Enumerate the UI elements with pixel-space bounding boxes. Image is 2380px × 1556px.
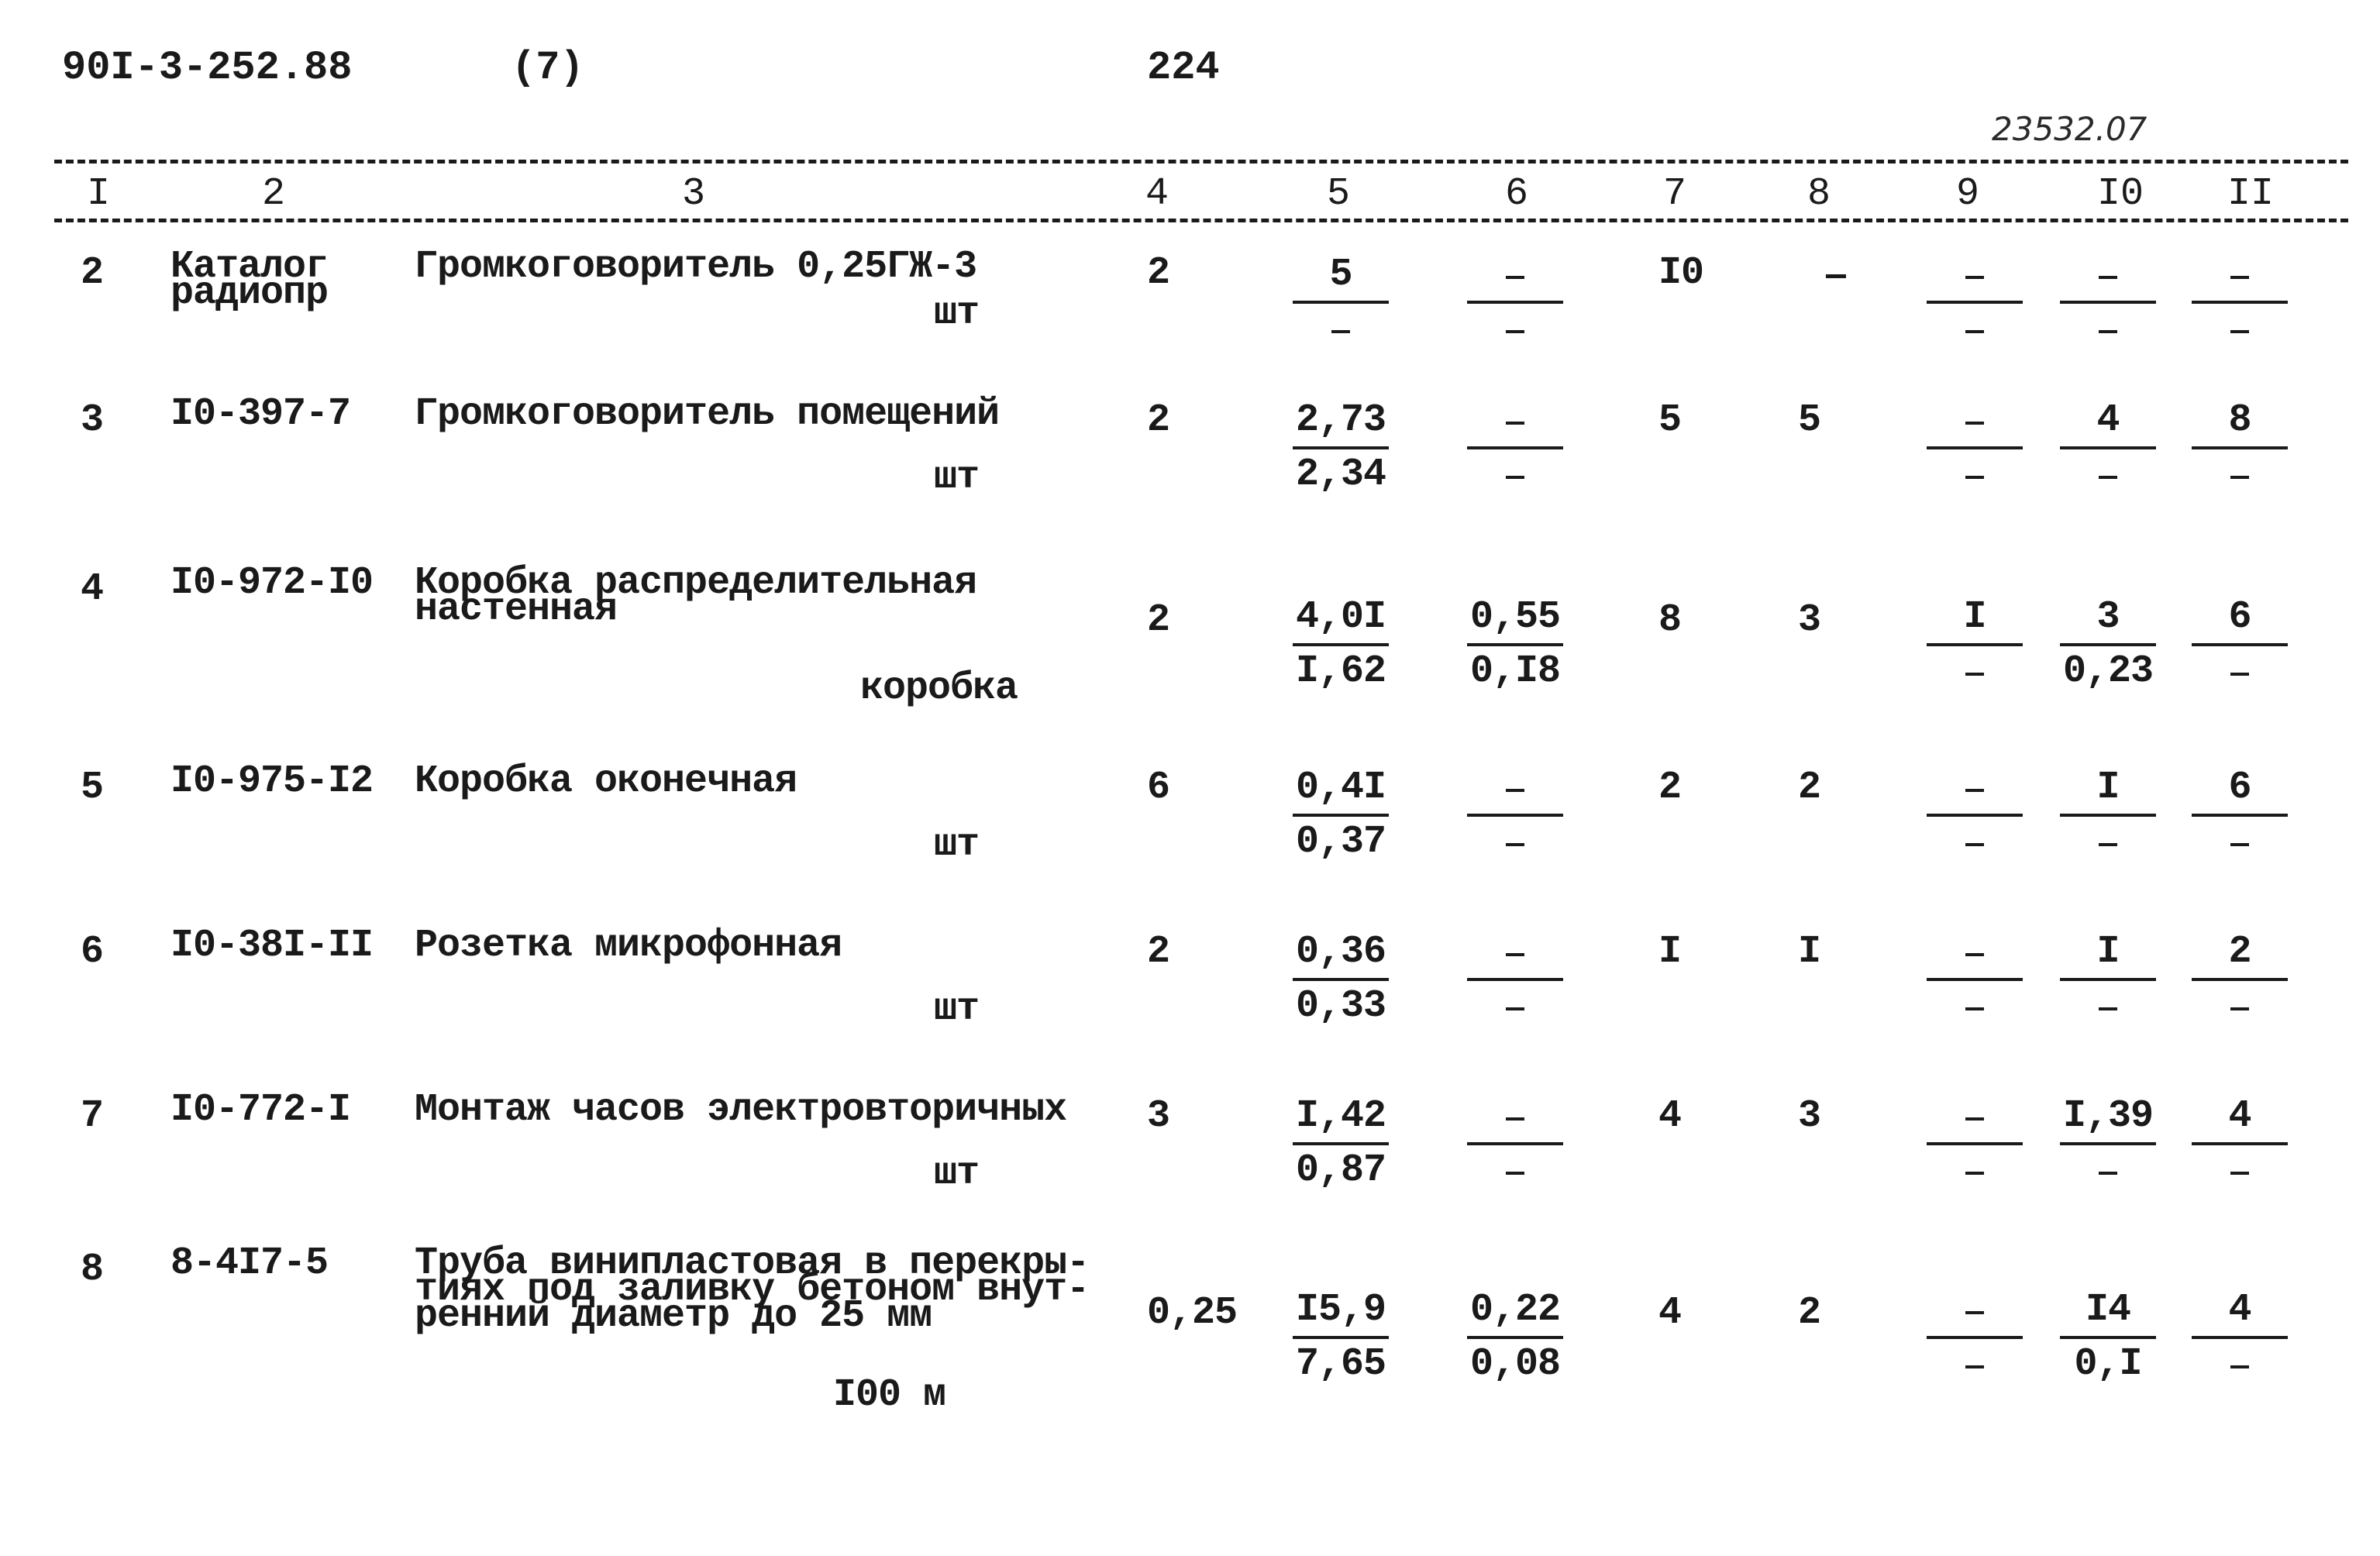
cell-c11-numerator: 4	[2228, 1094, 2251, 1138]
cell-c11-bottom	[2185, 1342, 2294, 1387]
cell-c11-bottom	[2185, 307, 2294, 352]
dash-icon	[1506, 843, 1524, 846]
cell-c6	[1461, 930, 1569, 1029]
column-header-9: 9	[1956, 172, 1980, 216]
cell-c6-bottom	[1461, 820, 1569, 865]
fraction-bar	[1293, 301, 1389, 304]
row-name: Громкоговоритель 0,25ГЖ-3	[415, 245, 977, 289]
cell-c10-bottom	[2054, 984, 2162, 1029]
column-header-11: II	[2227, 172, 2275, 216]
row-code: 8-4I7-5	[170, 1241, 329, 1286]
fraction-bar	[1467, 301, 1563, 304]
cell-c9-bottom	[1920, 820, 2029, 865]
cell-c5-numerator: I,42	[1295, 1094, 1386, 1138]
cell-c6	[1461, 1094, 1569, 1193]
cell-c11	[2185, 1288, 2294, 1387]
fraction-bar	[1467, 1142, 1563, 1145]
dash-icon	[1506, 330, 1524, 333]
fraction-bar	[2192, 978, 2288, 981]
column-header-8: 8	[1807, 172, 1831, 216]
fraction-bar	[1467, 814, 1563, 817]
cell-c10-numerator: 4	[2096, 398, 2120, 442]
dash-icon	[2230, 1172, 2249, 1175]
cell-c5	[1286, 253, 1395, 352]
dash-icon	[1506, 476, 1524, 479]
cell-c10-denominator: 0,23	[2062, 649, 2154, 694]
dash-icon	[1965, 843, 1984, 846]
dash-icon	[1965, 789, 1984, 792]
fraction-bar	[2060, 1142, 2156, 1145]
dash-icon	[2099, 1172, 2117, 1175]
cell-c5	[1286, 766, 1395, 865]
cell-c10-bottom	[2054, 1148, 2162, 1193]
row-number: 7	[81, 1094, 104, 1138]
dash-icon	[1965, 1311, 1984, 1314]
cell-c7: I	[1658, 930, 1682, 974]
dash-icon	[2099, 330, 2117, 333]
cell-c9-top	[1920, 1288, 2029, 1333]
cell-c6-top	[1461, 766, 1569, 811]
fraction-bar	[2060, 1336, 2156, 1339]
cell-c9	[1920, 1094, 2029, 1193]
row-code: I0-772-I	[170, 1088, 351, 1132]
row-quantity: 2	[1147, 930, 1170, 974]
cell-c6-bottom	[1461, 984, 1569, 1029]
fraction-bar	[1927, 643, 2023, 646]
cell-c5-denominator: 2,34	[1295, 453, 1386, 497]
cell-c10-numerator: I4	[2085, 1288, 2130, 1332]
fraction-bar	[1467, 1336, 1563, 1339]
dash-icon	[1965, 422, 1984, 425]
row-quantity: 2	[1147, 598, 1170, 642]
cell-c10-denominator: 0,I	[2074, 1342, 2142, 1386]
cell-c5	[1286, 595, 1395, 694]
dash-icon	[2099, 843, 2117, 846]
row-code: I0-397-7	[170, 392, 351, 436]
dash-icon	[2230, 673, 2249, 676]
row-unit: шт	[934, 456, 980, 500]
fraction-bar	[1467, 446, 1563, 449]
row-name: Труба винипластовая в перекры- тиях под заливку бетоном внут- ренний диаметр до 25 мм	[415, 1241, 1090, 1338]
row-number: 3	[81, 398, 104, 442]
fraction-bar	[1293, 446, 1389, 449]
fraction-bar	[2192, 301, 2288, 304]
column-header-10: I0	[2097, 172, 2144, 216]
fraction-bar	[2060, 814, 2156, 817]
fraction-bar	[1293, 1336, 1389, 1339]
cell-c6-numerator: 0,55	[1469, 595, 1561, 639]
dash-icon	[1506, 1172, 1524, 1175]
cell-c10-numerator: 3	[2096, 595, 2120, 639]
column-header-7: 7	[1663, 172, 1687, 216]
cell-c8: 5	[1798, 398, 1821, 442]
row-quantity: 3	[1147, 1094, 1170, 1138]
cell-c7: 4	[1658, 1291, 1682, 1335]
cell-c11-bottom	[2185, 453, 2294, 497]
cell-c6-top	[1461, 398, 1569, 443]
row-unit: шт	[934, 987, 980, 1031]
column-header-1: I	[87, 172, 111, 216]
sheet-number: (7)	[511, 45, 584, 91]
dash-icon	[2099, 1007, 2117, 1010]
cell-c9	[1920, 930, 2029, 1029]
row-code: Каталог радиопр	[170, 245, 329, 315]
cell-c11-numerator: 8	[2228, 398, 2251, 442]
fraction-bar	[1927, 301, 2023, 304]
row-name: Коробка распределительная настенная	[415, 561, 977, 632]
cell-c6-top	[1461, 930, 1569, 975]
fraction-bar	[2060, 446, 2156, 449]
cell-c11	[2185, 930, 2294, 1029]
column-header-5: 5	[1327, 172, 1351, 216]
row-unit: шт	[934, 823, 980, 867]
dash-icon	[1506, 1007, 1524, 1010]
dash-icon	[1506, 276, 1524, 279]
cell-c11-top	[2185, 253, 2294, 298]
fraction-bar	[1927, 1336, 2023, 1339]
fraction-bar	[2192, 814, 2288, 817]
cell-c7: 8	[1658, 598, 1682, 642]
cell-c5-denominator: 0,87	[1295, 1148, 1386, 1193]
fraction-bar	[1293, 643, 1389, 646]
cell-c10	[2054, 398, 2162, 497]
cell-c6-bottom	[1461, 307, 1569, 352]
fraction-bar	[2060, 643, 2156, 646]
row-number: 5	[81, 766, 104, 810]
cell-c10-bottom	[2054, 820, 2162, 865]
fraction-bar	[1467, 978, 1563, 981]
dash-icon	[1965, 953, 1984, 956]
cell-c6-top	[1461, 253, 1569, 298]
dash-icon	[2230, 476, 2249, 479]
dash-icon	[1965, 276, 1984, 279]
fraction-bar	[2060, 301, 2156, 304]
dash-icon	[1965, 1365, 1984, 1368]
header-bottom-rule	[54, 219, 2348, 222]
cell-c6	[1461, 595, 1569, 694]
cell-c6	[1461, 253, 1569, 352]
dash-icon	[2230, 276, 2249, 279]
cell-c5-denominator: 0,37	[1295, 820, 1386, 864]
fraction-bar	[1293, 1142, 1389, 1145]
cell-c5-numerator: 2,73	[1295, 398, 1386, 442]
cell-c5-bottom	[1286, 307, 1395, 352]
cell-c10	[2054, 253, 2162, 352]
cell-c9-top	[1920, 766, 2029, 811]
cell-c9-top	[1920, 1094, 2029, 1139]
dash-icon	[2230, 330, 2249, 333]
cell-c6	[1461, 398, 1569, 497]
row-code: I0-972-I0	[170, 561, 374, 605]
cell-c11-numerator: 6	[2228, 766, 2251, 810]
row-name: Громкоговоритель помещений	[415, 392, 1000, 436]
dash-icon	[1965, 330, 1984, 333]
cell-c8: 3	[1798, 598, 1821, 642]
cell-c5	[1286, 1094, 1395, 1193]
dash-icon	[2099, 276, 2117, 279]
cell-c6	[1461, 1288, 1569, 1387]
row-quantity: 2	[1147, 398, 1170, 442]
cell-c9-bottom	[1920, 649, 2029, 694]
cell-c9	[1920, 1288, 2029, 1387]
dash-icon	[1965, 1007, 1984, 1010]
dash-icon	[1965, 673, 1984, 676]
cell-c6-denominator: 0,I8	[1469, 649, 1561, 694]
row-number: 4	[81, 567, 104, 611]
cell-c7: 2	[1658, 766, 1682, 810]
cell-c8-dash-icon	[1826, 274, 1846, 278]
cell-c9	[1920, 595, 2029, 694]
fraction-bar	[1927, 978, 2023, 981]
cell-c9-numerator: I	[1963, 595, 1986, 639]
dash-icon	[1965, 1117, 1984, 1121]
cell-c11	[2185, 1094, 2294, 1193]
row-name: Розетка микрофонная	[415, 924, 842, 968]
row-unit: шт	[934, 1152, 980, 1196]
cell-c9	[1920, 253, 2029, 352]
cell-c7: 5	[1658, 398, 1682, 442]
dash-icon	[1965, 1172, 1984, 1175]
row-name: Монтаж часов электровторичных	[415, 1088, 1067, 1132]
cell-c8: 3	[1798, 1094, 1821, 1138]
dash-icon	[1506, 789, 1524, 792]
cell-c10-bottom	[2054, 453, 2162, 497]
cell-c11-numerator: 4	[2228, 1288, 2251, 1332]
dash-icon	[2230, 843, 2249, 846]
cell-c5-numerator: I5,9	[1295, 1288, 1386, 1332]
cell-c10-bottom	[2054, 307, 2162, 352]
dash-icon	[1506, 422, 1524, 425]
cell-c6-top	[1461, 1094, 1569, 1139]
cell-c9	[1920, 398, 2029, 497]
row-code: I0-975-I2	[170, 759, 374, 804]
cell-c8: I	[1798, 930, 1821, 974]
cell-c8: 2	[1798, 766, 1821, 810]
cell-c9-bottom	[1920, 453, 2029, 497]
row-unit: шт	[934, 291, 980, 336]
row-number: 2	[81, 251, 104, 295]
dash-icon	[2230, 1007, 2249, 1010]
handwritten-number: 23532.07	[1992, 110, 2148, 148]
cell-c9-top	[1920, 930, 2029, 975]
dash-icon	[1506, 1117, 1524, 1121]
column-header-6: 6	[1505, 172, 1529, 216]
cell-c11	[2185, 398, 2294, 497]
cell-c9-bottom	[1920, 307, 2029, 352]
header-top-rule	[54, 160, 2348, 164]
row-unit: коробка	[860, 666, 1018, 711]
fraction-bar	[2192, 1142, 2288, 1145]
cell-c11	[2185, 253, 2294, 352]
fraction-bar	[2060, 978, 2156, 981]
cell-c5-numerator: 4,0I	[1295, 595, 1386, 639]
page-number: 224	[1147, 45, 1220, 91]
cell-c5	[1286, 930, 1395, 1029]
cell-c10-numerator: I,39	[2062, 1094, 2154, 1138]
document-code: 90I-3-252.88	[62, 45, 353, 91]
column-header-4: 4	[1145, 172, 1169, 216]
fraction-bar	[1293, 814, 1389, 817]
cell-c5	[1286, 1288, 1395, 1387]
row-quantity: 6	[1147, 766, 1170, 810]
fraction-bar	[2192, 446, 2288, 449]
cell-c10-top	[2054, 253, 2162, 298]
dash-icon	[2230, 1365, 2249, 1368]
dash-icon	[1965, 476, 1984, 479]
cell-c10	[2054, 766, 2162, 865]
dash-icon	[1331, 330, 1350, 333]
cell-c5-numerator: 0,4I	[1295, 766, 1386, 810]
cell-c9-bottom	[1920, 984, 2029, 1029]
cell-c6	[1461, 766, 1569, 865]
dash-icon	[2099, 476, 2117, 479]
cell-c6-bottom	[1461, 453, 1569, 497]
cell-c5-denominator: 0,33	[1295, 984, 1386, 1028]
cell-c11-numerator: 2	[2228, 930, 2251, 974]
row-name: Коробка оконечная	[415, 759, 797, 804]
row-number: 6	[81, 930, 104, 974]
row-quantity: 0,25	[1147, 1291, 1238, 1335]
row-quantity: 2	[1147, 251, 1170, 295]
cell-c10-numerator: I	[2096, 930, 2120, 974]
cell-c10-numerator: I	[2096, 766, 2120, 810]
cell-c11-bottom	[2185, 649, 2294, 694]
cell-c7: 4	[1658, 1094, 1682, 1138]
fraction-bar	[1467, 643, 1563, 646]
cell-c10	[2054, 1288, 2162, 1387]
cell-c5-numerator: 5	[1329, 253, 1352, 297]
cell-c11-bottom	[2185, 984, 2294, 1029]
cell-c6-denominator: 0,08	[1469, 1342, 1561, 1386]
fraction-bar	[2192, 643, 2288, 646]
fraction-bar	[1927, 814, 2023, 817]
cell-c6-numerator: 0,22	[1469, 1288, 1561, 1332]
cell-c10	[2054, 1094, 2162, 1193]
cell-c9-top	[1920, 253, 2029, 298]
cell-c5-denominator: 7,65	[1295, 1342, 1386, 1386]
cell-c6-bottom	[1461, 1148, 1569, 1193]
cell-c5	[1286, 398, 1395, 497]
row-number: 8	[81, 1248, 104, 1292]
fraction-bar	[1927, 1142, 2023, 1145]
cell-c11	[2185, 766, 2294, 865]
cell-c5-denominator: I,62	[1295, 649, 1386, 694]
cell-c9	[1920, 766, 2029, 865]
fraction-bar	[1293, 978, 1389, 981]
dash-icon	[1506, 953, 1524, 956]
cell-c7: I0	[1658, 251, 1704, 295]
cell-c9-bottom	[1920, 1342, 2029, 1387]
row-code: I0-38I-II	[170, 924, 374, 968]
column-header-3: 3	[682, 172, 706, 216]
cell-c10	[2054, 595, 2162, 694]
cell-c9-bottom	[1920, 1148, 2029, 1193]
cell-c8: 2	[1798, 1291, 1821, 1335]
cell-c11-numerator: 6	[2228, 595, 2251, 639]
cell-c11-bottom	[2185, 820, 2294, 865]
column-header-2: 2	[262, 172, 286, 216]
row-unit: I00 м	[833, 1373, 946, 1417]
fraction-bar	[2192, 1336, 2288, 1339]
cell-c10	[2054, 930, 2162, 1029]
cell-c9-top	[1920, 398, 2029, 443]
fraction-bar	[1927, 446, 2023, 449]
cell-c11-bottom	[2185, 1148, 2294, 1193]
cell-c11	[2185, 595, 2294, 694]
cell-c5-numerator: 0,36	[1295, 930, 1386, 974]
